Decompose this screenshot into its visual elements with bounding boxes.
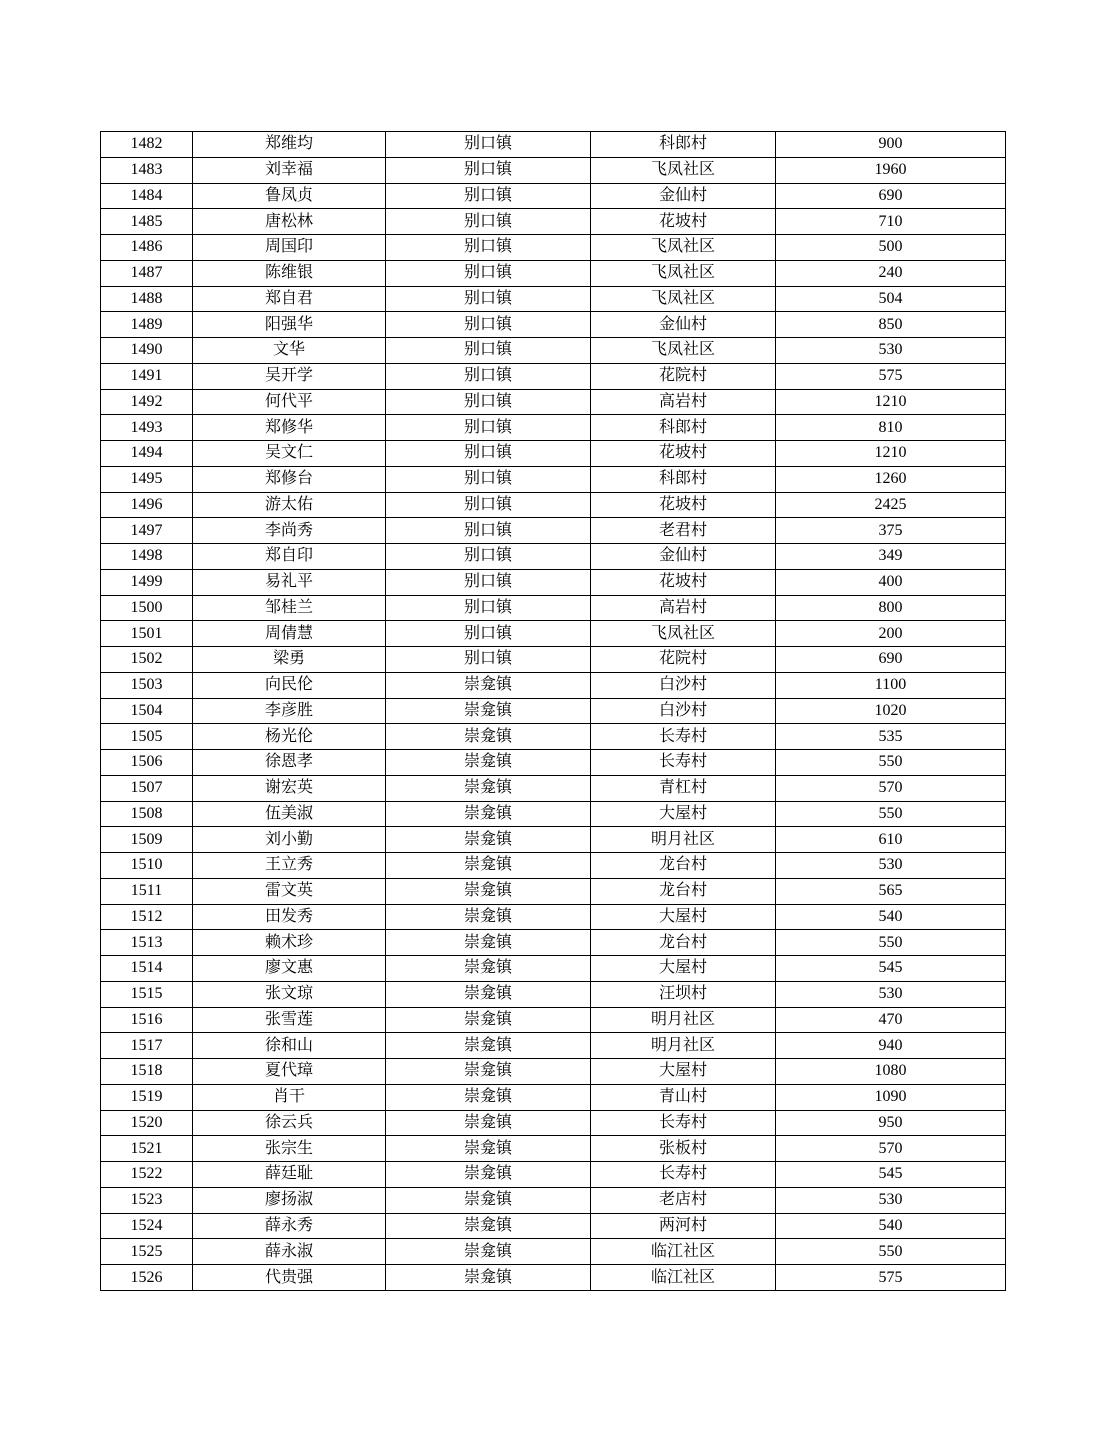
town-cell: 崇龛镇 xyxy=(386,878,591,904)
person-name-cell: 郑维均 xyxy=(193,132,386,158)
town-cell: 崇龛镇 xyxy=(386,956,591,982)
person-name-cell: 赖术珍 xyxy=(193,930,386,956)
table-row xyxy=(101,415,1006,441)
amount-cell: 550 xyxy=(776,1239,1006,1265)
table-row xyxy=(101,235,1006,261)
row-id-cell: 1500 xyxy=(101,595,193,621)
table-row xyxy=(101,569,1006,595)
row-id-cell: 1508 xyxy=(101,801,193,827)
person-name-cell: 杨光伦 xyxy=(193,724,386,750)
amount-cell: 575 xyxy=(776,363,1006,389)
town-cell: 别口镇 xyxy=(386,338,591,364)
town-cell: 别口镇 xyxy=(386,183,591,209)
person-name-cell: 鲁凤贞 xyxy=(193,183,386,209)
village-cell: 汪坝村 xyxy=(591,981,776,1007)
person-name-cell: 徐云兵 xyxy=(193,1110,386,1136)
row-id-cell: 1522 xyxy=(101,1162,193,1188)
table-row xyxy=(101,981,1006,1007)
amount-cell: 1960 xyxy=(776,157,1006,183)
amount-cell: 950 xyxy=(776,1110,1006,1136)
table-row xyxy=(101,647,1006,673)
village-cell: 长寿村 xyxy=(591,1110,776,1136)
table-row xyxy=(101,209,1006,235)
town-cell: 别口镇 xyxy=(386,389,591,415)
person-name-cell: 谢宏英 xyxy=(193,775,386,801)
table-row xyxy=(101,389,1006,415)
person-name-cell: 张宗生 xyxy=(193,1136,386,1162)
row-id-cell: 1484 xyxy=(101,183,193,209)
table-row xyxy=(101,827,1006,853)
village-cell: 明月社区 xyxy=(591,1033,776,1059)
table-row xyxy=(101,775,1006,801)
row-id-cell: 1526 xyxy=(101,1265,193,1291)
amount-cell: 1020 xyxy=(776,698,1006,724)
town-cell: 崇龛镇 xyxy=(386,1187,591,1213)
table-row xyxy=(101,1136,1006,1162)
town-cell: 别口镇 xyxy=(386,132,591,158)
person-name-cell: 王立秀 xyxy=(193,853,386,879)
amount-cell: 1090 xyxy=(776,1084,1006,1110)
person-name-cell: 张雪莲 xyxy=(193,1007,386,1033)
village-cell: 金仙村 xyxy=(591,544,776,570)
amount-cell: 504 xyxy=(776,286,1006,312)
town-cell: 别口镇 xyxy=(386,492,591,518)
person-name-cell: 周倩慧 xyxy=(193,621,386,647)
amount-cell: 200 xyxy=(776,621,1006,647)
village-cell: 花坡村 xyxy=(591,569,776,595)
table-row xyxy=(101,157,1006,183)
town-cell: 别口镇 xyxy=(386,569,591,595)
village-cell: 大屋村 xyxy=(591,1059,776,1085)
person-name-cell: 郑修台 xyxy=(193,466,386,492)
town-cell: 崇龛镇 xyxy=(386,775,591,801)
person-name-cell: 吴开学 xyxy=(193,363,386,389)
table-body xyxy=(101,132,1006,1291)
row-id-cell: 1510 xyxy=(101,853,193,879)
row-id-cell: 1499 xyxy=(101,569,193,595)
person-name-cell: 李彦胜 xyxy=(193,698,386,724)
person-name-cell: 邹桂兰 xyxy=(193,595,386,621)
row-id-cell: 1482 xyxy=(101,132,193,158)
amount-cell: 375 xyxy=(776,518,1006,544)
person-name-cell: 阳强华 xyxy=(193,312,386,338)
village-cell: 明月社区 xyxy=(591,1007,776,1033)
table-row xyxy=(101,1059,1006,1085)
amount-cell: 545 xyxy=(776,1162,1006,1188)
person-name-cell: 徐和山 xyxy=(193,1033,386,1059)
row-id-cell: 1485 xyxy=(101,209,193,235)
amount-cell: 2425 xyxy=(776,492,1006,518)
table-row xyxy=(101,286,1006,312)
row-id-cell: 1513 xyxy=(101,930,193,956)
amount-cell: 349 xyxy=(776,544,1006,570)
village-cell: 青杠村 xyxy=(591,775,776,801)
row-id-cell: 1492 xyxy=(101,389,193,415)
amount-cell: 850 xyxy=(776,312,1006,338)
person-name-cell: 周国印 xyxy=(193,235,386,261)
village-cell: 两河村 xyxy=(591,1213,776,1239)
amount-cell: 470 xyxy=(776,1007,1006,1033)
table-row xyxy=(101,956,1006,982)
town-cell: 崇龛镇 xyxy=(386,750,591,776)
table-row xyxy=(101,492,1006,518)
amount-cell: 240 xyxy=(776,260,1006,286)
village-cell: 飞凤社区 xyxy=(591,338,776,364)
row-id-cell: 1488 xyxy=(101,286,193,312)
table-row xyxy=(101,338,1006,364)
amount-cell: 1210 xyxy=(776,441,1006,467)
village-cell: 明月社区 xyxy=(591,827,776,853)
row-id-cell: 1494 xyxy=(101,441,193,467)
village-cell: 龙台村 xyxy=(591,930,776,956)
row-id-cell: 1501 xyxy=(101,621,193,647)
row-id-cell: 1497 xyxy=(101,518,193,544)
village-cell: 高岩村 xyxy=(591,595,776,621)
town-cell: 别口镇 xyxy=(386,235,591,261)
town-cell: 崇龛镇 xyxy=(386,853,591,879)
table-row xyxy=(101,672,1006,698)
amount-cell: 690 xyxy=(776,647,1006,673)
town-cell: 崇龛镇 xyxy=(386,1110,591,1136)
row-id-cell: 1491 xyxy=(101,363,193,389)
town-cell: 别口镇 xyxy=(386,647,591,673)
amount-cell: 550 xyxy=(776,930,1006,956)
person-name-cell: 李尚秀 xyxy=(193,518,386,544)
village-cell: 飞凤社区 xyxy=(591,621,776,647)
town-cell: 崇龛镇 xyxy=(386,827,591,853)
village-cell: 花坡村 xyxy=(591,209,776,235)
village-cell: 飞凤社区 xyxy=(591,286,776,312)
town-cell: 崇龛镇 xyxy=(386,1084,591,1110)
person-name-cell: 梁勇 xyxy=(193,647,386,673)
person-name-cell: 陈维银 xyxy=(193,260,386,286)
table-row xyxy=(101,466,1006,492)
town-cell: 别口镇 xyxy=(386,621,591,647)
village-cell: 金仙村 xyxy=(591,183,776,209)
row-id-cell: 1503 xyxy=(101,672,193,698)
row-id-cell: 1514 xyxy=(101,956,193,982)
row-id-cell: 1496 xyxy=(101,492,193,518)
table-row xyxy=(101,544,1006,570)
amount-cell: 530 xyxy=(776,338,1006,364)
row-id-cell: 1505 xyxy=(101,724,193,750)
amount-cell: 900 xyxy=(776,132,1006,158)
person-name-cell: 唐松林 xyxy=(193,209,386,235)
person-name-cell: 雷文英 xyxy=(193,878,386,904)
person-name-cell: 肖干 xyxy=(193,1084,386,1110)
table-row xyxy=(101,853,1006,879)
amount-cell: 545 xyxy=(776,956,1006,982)
town-cell: 崇龛镇 xyxy=(386,930,591,956)
town-cell: 崇龛镇 xyxy=(386,1007,591,1033)
row-id-cell: 1506 xyxy=(101,750,193,776)
row-id-cell: 1483 xyxy=(101,157,193,183)
row-id-cell: 1504 xyxy=(101,698,193,724)
person-name-cell: 薛永秀 xyxy=(193,1213,386,1239)
amount-cell: 500 xyxy=(776,235,1006,261)
village-cell: 高岩村 xyxy=(591,389,776,415)
table-row xyxy=(101,750,1006,776)
person-name-cell: 张文琼 xyxy=(193,981,386,1007)
row-id-cell: 1511 xyxy=(101,878,193,904)
person-name-cell: 何代平 xyxy=(193,389,386,415)
table-row xyxy=(101,1084,1006,1110)
amount-cell: 550 xyxy=(776,801,1006,827)
person-name-cell: 向民伦 xyxy=(193,672,386,698)
person-name-cell: 郑修华 xyxy=(193,415,386,441)
amount-cell: 940 xyxy=(776,1033,1006,1059)
amount-cell: 530 xyxy=(776,853,1006,879)
person-name-cell: 刘小勤 xyxy=(193,827,386,853)
town-cell: 崇龛镇 xyxy=(386,1162,591,1188)
village-cell: 龙台村 xyxy=(591,853,776,879)
amount-cell: 1260 xyxy=(776,466,1006,492)
row-id-cell: 1486 xyxy=(101,235,193,261)
village-cell: 长寿村 xyxy=(591,724,776,750)
person-name-cell: 廖文惠 xyxy=(193,956,386,982)
town-cell: 崇龛镇 xyxy=(386,698,591,724)
town-cell: 别口镇 xyxy=(386,312,591,338)
table-row xyxy=(101,1007,1006,1033)
town-cell: 崇龛镇 xyxy=(386,1239,591,1265)
town-cell: 崇龛镇 xyxy=(386,1033,591,1059)
person-name-cell: 代贵强 xyxy=(193,1265,386,1291)
row-id-cell: 1518 xyxy=(101,1059,193,1085)
row-id-cell: 1502 xyxy=(101,647,193,673)
town-cell: 别口镇 xyxy=(386,415,591,441)
table-row xyxy=(101,1213,1006,1239)
person-name-cell: 吴文仁 xyxy=(193,441,386,467)
person-name-cell: 徐恩孝 xyxy=(193,750,386,776)
table-row xyxy=(101,363,1006,389)
table-row xyxy=(101,260,1006,286)
amount-cell: 610 xyxy=(776,827,1006,853)
table-row xyxy=(101,518,1006,544)
table-row xyxy=(101,1265,1006,1291)
village-cell: 飞凤社区 xyxy=(591,235,776,261)
amount-cell: 570 xyxy=(776,1136,1006,1162)
table-row xyxy=(101,930,1006,956)
village-cell: 张板村 xyxy=(591,1136,776,1162)
table-row xyxy=(101,801,1006,827)
table-row xyxy=(101,595,1006,621)
person-name-cell: 易礼平 xyxy=(193,569,386,595)
amount-cell: 565 xyxy=(776,878,1006,904)
village-cell: 科郎村 xyxy=(591,132,776,158)
table-row xyxy=(101,724,1006,750)
table-row xyxy=(101,183,1006,209)
village-cell: 科郎村 xyxy=(591,415,776,441)
person-name-cell: 刘幸福 xyxy=(193,157,386,183)
row-id-cell: 1487 xyxy=(101,260,193,286)
row-id-cell: 1523 xyxy=(101,1187,193,1213)
table-row xyxy=(101,621,1006,647)
person-name-cell: 薛廷耻 xyxy=(193,1162,386,1188)
row-id-cell: 1512 xyxy=(101,904,193,930)
village-cell: 青山村 xyxy=(591,1084,776,1110)
village-cell: 大屋村 xyxy=(591,801,776,827)
person-name-cell: 薛永淑 xyxy=(193,1239,386,1265)
amount-cell: 530 xyxy=(776,981,1006,1007)
row-id-cell: 1519 xyxy=(101,1084,193,1110)
town-cell: 别口镇 xyxy=(386,518,591,544)
amount-cell: 570 xyxy=(776,775,1006,801)
town-cell: 别口镇 xyxy=(386,595,591,621)
amount-cell: 810 xyxy=(776,415,1006,441)
amount-cell: 400 xyxy=(776,569,1006,595)
amount-cell: 1100 xyxy=(776,672,1006,698)
table-row xyxy=(101,904,1006,930)
person-name-cell: 文华 xyxy=(193,338,386,364)
village-cell: 老君村 xyxy=(591,518,776,544)
person-name-cell: 夏代璋 xyxy=(193,1059,386,1085)
table-row xyxy=(101,878,1006,904)
row-id-cell: 1507 xyxy=(101,775,193,801)
table-row xyxy=(101,312,1006,338)
village-cell: 金仙村 xyxy=(591,312,776,338)
row-id-cell: 1515 xyxy=(101,981,193,1007)
row-id-cell: 1524 xyxy=(101,1213,193,1239)
village-cell: 花院村 xyxy=(591,647,776,673)
row-id-cell: 1498 xyxy=(101,544,193,570)
town-cell: 崇龛镇 xyxy=(386,1136,591,1162)
town-cell: 别口镇 xyxy=(386,209,591,235)
table-row xyxy=(101,1110,1006,1136)
town-cell: 崇龛镇 xyxy=(386,981,591,1007)
row-id-cell: 1517 xyxy=(101,1033,193,1059)
village-cell: 长寿村 xyxy=(591,750,776,776)
person-name-cell: 游太佑 xyxy=(193,492,386,518)
amount-cell: 1210 xyxy=(776,389,1006,415)
town-cell: 别口镇 xyxy=(386,441,591,467)
row-id-cell: 1493 xyxy=(101,415,193,441)
village-cell: 大屋村 xyxy=(591,904,776,930)
amount-cell: 540 xyxy=(776,1213,1006,1239)
town-cell: 别口镇 xyxy=(386,286,591,312)
town-cell: 崇龛镇 xyxy=(386,724,591,750)
table-row xyxy=(101,441,1006,467)
village-cell: 长寿村 xyxy=(591,1162,776,1188)
village-cell: 科郎村 xyxy=(591,466,776,492)
town-cell: 别口镇 xyxy=(386,157,591,183)
town-cell: 崇龛镇 xyxy=(386,672,591,698)
village-cell: 飞凤社区 xyxy=(591,260,776,286)
town-cell: 别口镇 xyxy=(386,466,591,492)
row-id-cell: 1489 xyxy=(101,312,193,338)
village-cell: 花坡村 xyxy=(591,441,776,467)
person-name-cell: 郑自印 xyxy=(193,544,386,570)
table-row xyxy=(101,1239,1006,1265)
table-row xyxy=(101,132,1006,158)
town-cell: 崇龛镇 xyxy=(386,904,591,930)
table-row xyxy=(101,1187,1006,1213)
town-cell: 崇龛镇 xyxy=(386,1059,591,1085)
table-row xyxy=(101,1162,1006,1188)
village-cell: 大屋村 xyxy=(591,956,776,982)
village-cell: 白沙村 xyxy=(591,672,776,698)
person-name-cell: 伍美淑 xyxy=(193,801,386,827)
town-cell: 别口镇 xyxy=(386,363,591,389)
village-cell: 花坡村 xyxy=(591,492,776,518)
amount-cell: 710 xyxy=(776,209,1006,235)
town-cell: 别口镇 xyxy=(386,260,591,286)
amount-cell: 535 xyxy=(776,724,1006,750)
person-name-cell: 郑自君 xyxy=(193,286,386,312)
amount-cell: 530 xyxy=(776,1187,1006,1213)
amount-cell: 1080 xyxy=(776,1059,1006,1085)
village-cell: 老店村 xyxy=(591,1187,776,1213)
village-cell: 花院村 xyxy=(591,363,776,389)
amount-cell: 800 xyxy=(776,595,1006,621)
village-cell: 飞凤社区 xyxy=(591,157,776,183)
row-id-cell: 1516 xyxy=(101,1007,193,1033)
village-cell: 白沙村 xyxy=(591,698,776,724)
row-id-cell: 1509 xyxy=(101,827,193,853)
village-cell: 临江社区 xyxy=(591,1265,776,1291)
row-id-cell: 1521 xyxy=(101,1136,193,1162)
amount-cell: 690 xyxy=(776,183,1006,209)
amount-cell: 540 xyxy=(776,904,1006,930)
village-cell: 龙台村 xyxy=(591,878,776,904)
table-row xyxy=(101,698,1006,724)
town-cell: 崇龛镇 xyxy=(386,801,591,827)
row-id-cell: 1490 xyxy=(101,338,193,364)
person-name-cell: 廖扬淑 xyxy=(193,1187,386,1213)
amount-cell: 575 xyxy=(776,1265,1006,1291)
data-table xyxy=(100,131,1006,1291)
town-cell: 崇龛镇 xyxy=(386,1213,591,1239)
person-name-cell: 田发秀 xyxy=(193,904,386,930)
town-cell: 崇龛镇 xyxy=(386,1265,591,1291)
table-row xyxy=(101,1033,1006,1059)
row-id-cell: 1520 xyxy=(101,1110,193,1136)
village-cell: 临江社区 xyxy=(591,1239,776,1265)
town-cell: 别口镇 xyxy=(386,544,591,570)
row-id-cell: 1525 xyxy=(101,1239,193,1265)
amount-cell: 550 xyxy=(776,750,1006,776)
row-id-cell: 1495 xyxy=(101,466,193,492)
